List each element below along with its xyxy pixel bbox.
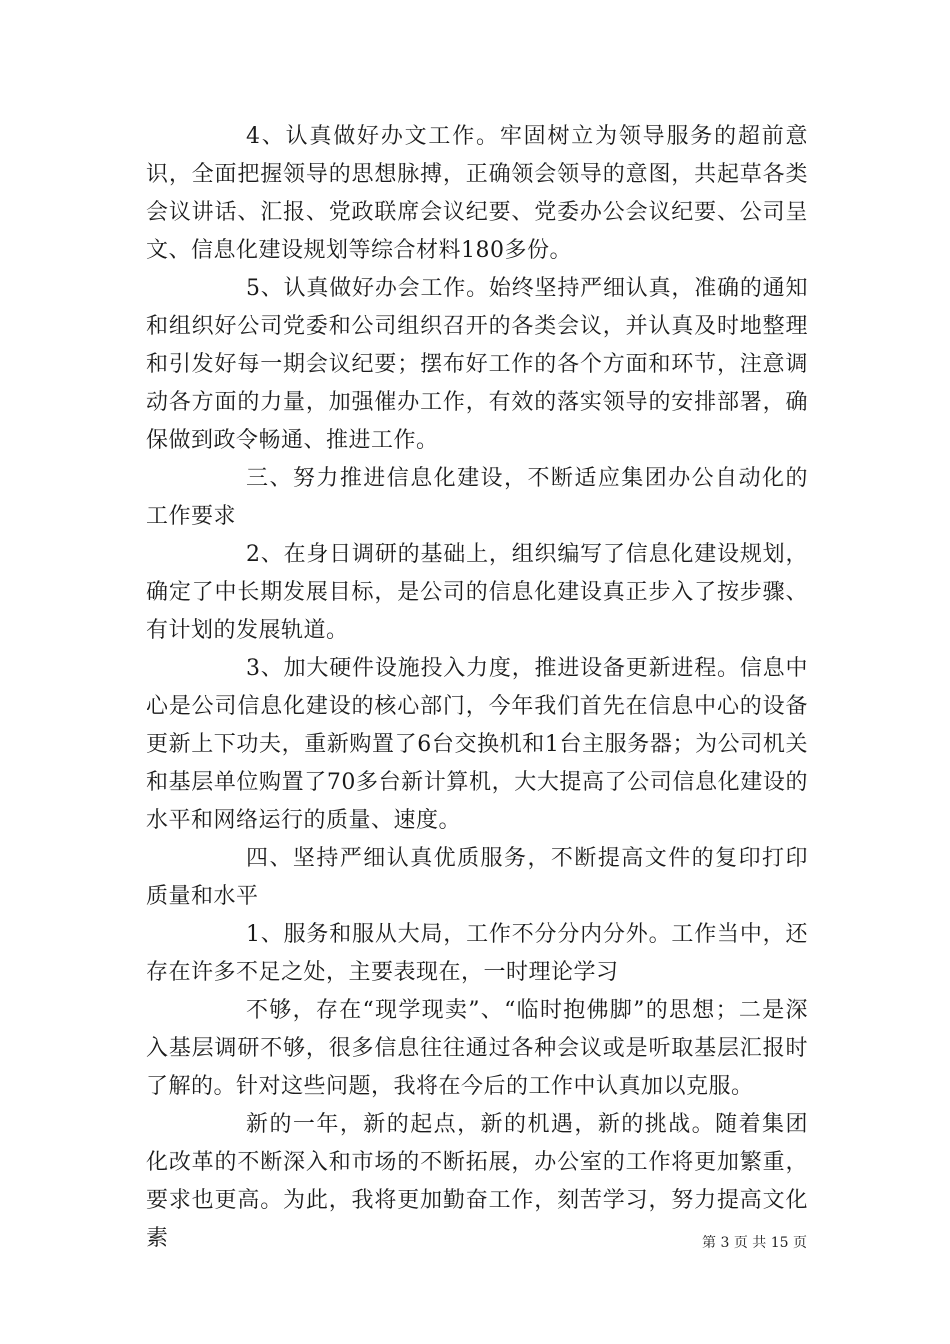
page-number: 第 3 页 共 15 页 <box>702 1235 807 1251</box>
paragraph-2: 5、认真做好办会工作。始终坚持严细认真，准确的通知和组织好公司党委和公司组织召开的各类会议，并认真及时地整理和引发好每一期会议纪要；摆布好工作的各个方面和环节，注意调动各方面的力量，加强催办工作，有效的落实领导的安排部署，确保做到政令畅通、推进工作。 <box>146 276 808 453</box>
paragraph-4: 3、加大硬件设施投入力度，推进设备更新进程。信息中心是公司信息化建设的核心部门，今年我们首先在信息中心的设备更新上下功夫，重新购置了6台交换机和1台主服务器；为公司机关和基层单位购置了70多台新计算机，大大提高了公司信息化建设的水平和网络运行的质量、速度。 <box>146 656 808 833</box>
paragraph-1: 4、认真做好办文工作。牢固树立为领导服务的超前意识，全面把握领导的思想脉搏，正确领会领导的意图，共起草各类会议讲话、汇报、党政联席会议纪要、党委办公会议纪要、公司呈文、信息化建设规划等综合材料180多份。 <box>146 124 808 263</box>
section-heading-3: 三、努力推进信息化建设，不断适应集团办公自动化的工作要求 <box>146 466 808 529</box>
paragraph-5: 1、服务和服从大局，工作不分分内分外。工作当中，还存在许多不足之处，主要表现在，一时理论学习 <box>146 922 808 985</box>
paragraph-7: 新的一年，新的起点，新的机遇，新的挑战。随着集团化改革的不断深入和市场的不断拓展，办公室的工作将更加繁重，要求也更高。为此，我将更加勤奋工作，刻苦学习，努力提高文化素 <box>146 1112 808 1251</box>
paragraph-6: 不够，存在“现学现卖”、“临时抱佛脚”的思想；二是深入基层调研不够，很多信息往往通过各种会议或是听取基层汇报时了解的。针对这些问题，我将在今后的工作中认真加以克服。 <box>146 998 808 1099</box>
document-body <box>146 118 808 1258</box>
paragraph-3: 2、在身日调研的基础上，组织编写了信息化建设规划，确定了中长期发展目标，是公司的信息化建设真正步入了按步骤、有计划的发展轨道。 <box>146 542 808 643</box>
section-heading-4: 四、坚持严细认真优质服务，不断提高文件的复印打印质量和水平 <box>146 846 808 909</box>
